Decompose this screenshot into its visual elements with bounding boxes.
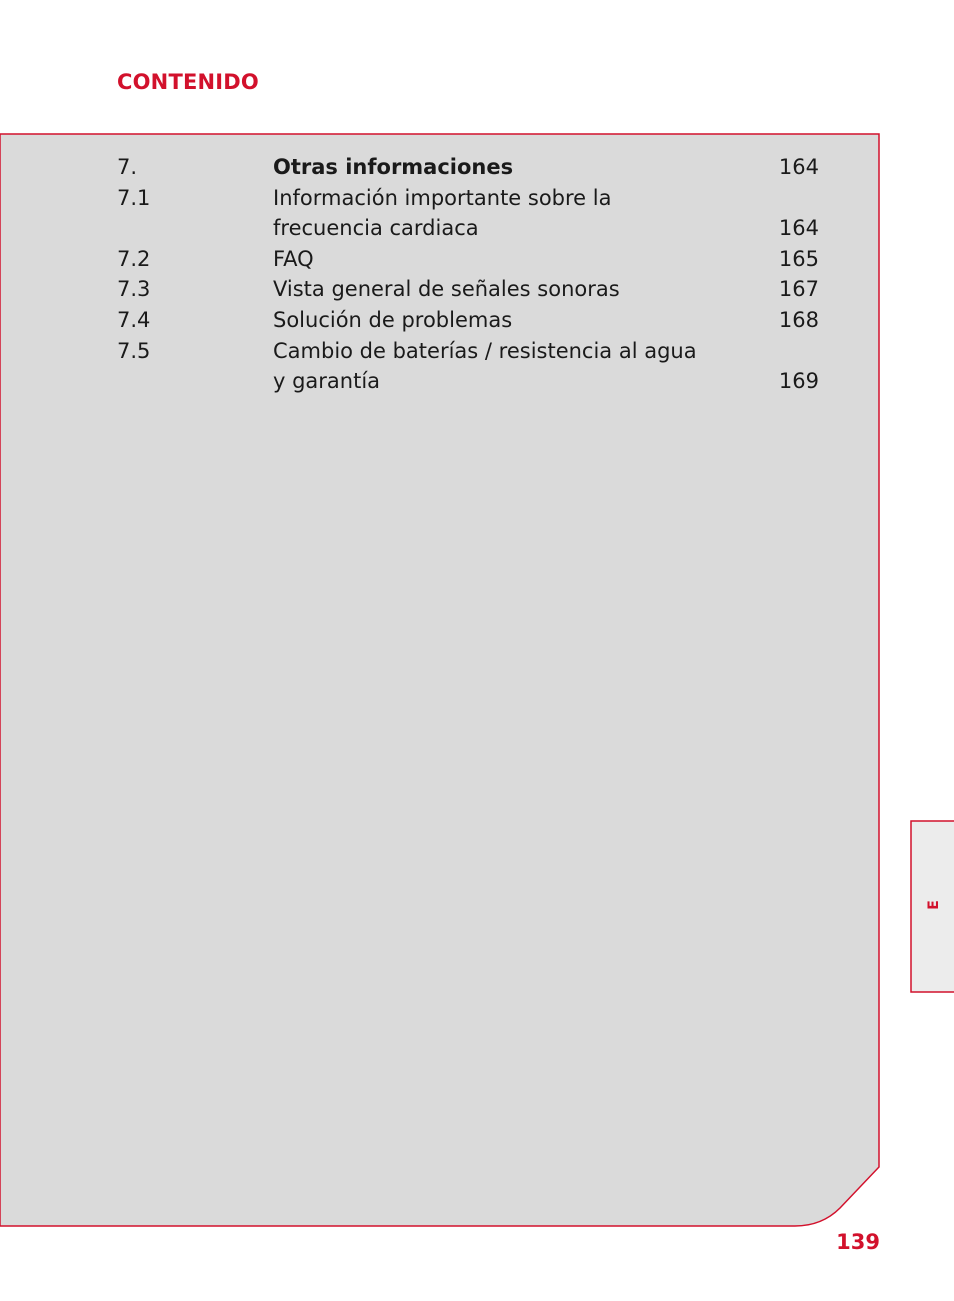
toc-title: Solución de problemas: [273, 307, 513, 332]
toc-page: 168: [778, 307, 819, 332]
toc-page: 165: [778, 246, 819, 271]
toc-number: 7.1: [117, 185, 151, 210]
language-tab-letter: E: [926, 900, 942, 910]
toc-page: 167: [778, 277, 819, 302]
toc-page: 169: [778, 369, 819, 394]
toc-number: 7.3: [117, 277, 151, 302]
toc-title: y garantía: [273, 369, 381, 394]
toc-title: Vista general de señales sonoras: [273, 277, 620, 302]
section-title: CONTENIDO: [117, 70, 259, 94]
toc-title: frecuencia cardiaca: [273, 216, 479, 241]
toc-page: 164: [778, 155, 819, 179]
toc-page: 164: [778, 216, 819, 241]
page-number: 139: [836, 1230, 880, 1254]
toc-number: 7.4: [117, 307, 151, 332]
toc-number: 7.: [117, 155, 138, 179]
toc-number: 7.5: [117, 338, 151, 363]
toc-title: FAQ: [273, 246, 314, 271]
toc-number: 7.2: [117, 246, 151, 271]
toc-title: Otras informaciones: [273, 155, 514, 179]
toc-title: Información importante sobre la: [273, 185, 612, 210]
toc-title: Cambio de baterías / resistencia al agua: [273, 338, 697, 363]
